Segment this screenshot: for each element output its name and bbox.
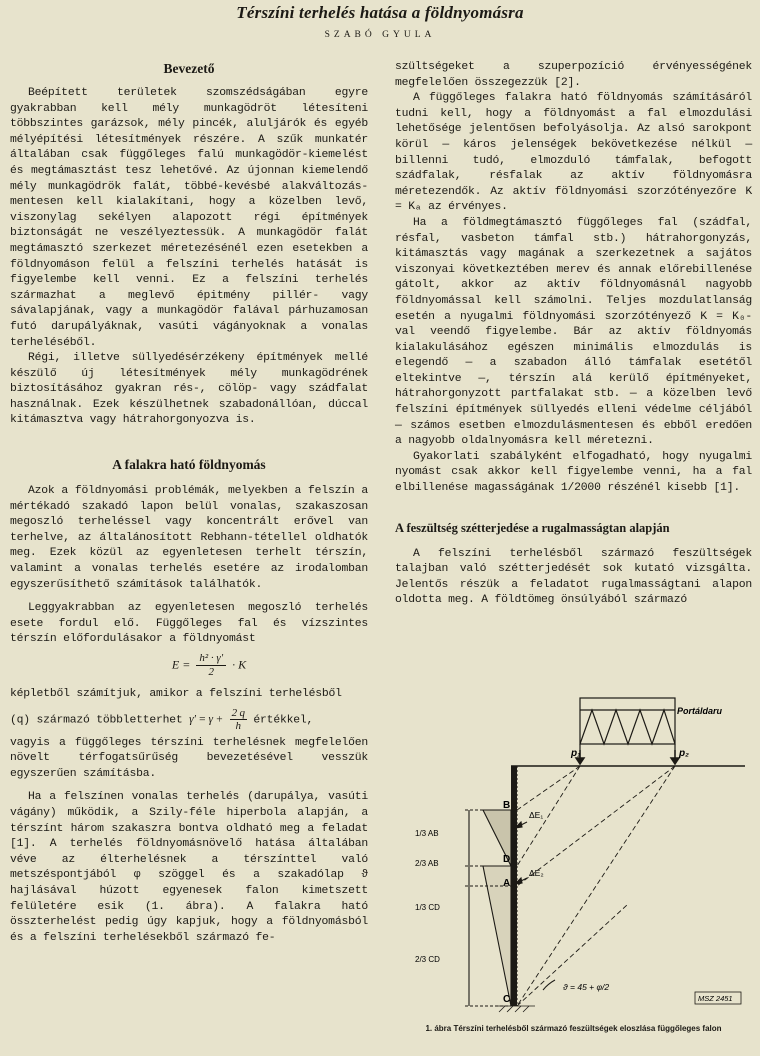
paragraph: képletből számítjuk, amikor a felszíni terhelésből [10, 688, 342, 700]
article-title: Térszíni terhelés hatása a földnyomásra [236, 3, 524, 22]
paragraph: A felszíni terhelésből származó feszültségek talajban való szétterjedését sok kutató vizsgálta. Jelentős részük a feladatot rugalmasságtani alapon oldotta meg. A földtömeg önsúlyából származó [395, 547, 752, 607]
retaining-wall [511, 766, 517, 1006]
label-stamp: MSZ 2451 [698, 994, 733, 1003]
label-dim-1-3-cd: 1/3 CD [415, 903, 440, 912]
formula-lhs: E = [171, 657, 191, 672]
label-crane: Portáldaru [677, 706, 723, 716]
formula-numerator: h² · γ′ [196, 652, 226, 666]
figure-diagram [395, 690, 752, 1020]
paragraph: Ha a földmegtámasztó függőleges fal (szádfal, résfal, vasbeton támfal stb.) hátrahorgonyzás, kitámasztás vagy magának a szerkezetnek a sajátos viszonyai következtében merev és annak előrebillenése gátolt, akkor az aktív földnyomásnál nagyobb földnyomással kell számolni. Teljes mozdulatlanság esetén a nyugalmi földnyomási szorzótényező K = K₀-val veendő figyelembe. Bár az aktív földnyomás kialakulásához egészen minimális elmozdulás is elegendő — a szabadon álló támfalak esetétől eltekintve —, térszín alá kerülő építményeket, hátrahorgonyzott partfalakat stb. — a közelben levő felszíni építmények süllyedés elleni védelme céljából — számos esetben elmozdulásmentesen és ebből eredően a nagyobb oldalnyomásra kell méretezni. [395, 216, 752, 448]
pressure-diagram [465, 810, 511, 1006]
load-arrows [576, 750, 679, 764]
paragraph: vagyis a függőleges térszíni terhelésnek megfelelően növelt térfogatsűrűség bevezetésével vesszük egyszerűen számításba. [10, 736, 368, 780]
paragraph: szültségeket a szuperpozíció érvényességének megfelelően összegezzük [2]. [395, 61, 752, 89]
formula-fraction-q [230, 707, 247, 732]
paragraph: Ha a felszínen vonalas terhelés (darupálya, vasúti vágány) működik, a Szily-féle hiperbola alapján, a térszínt három szakaszra bontva oldható meg a feladat [1]. A terhelés földnyomásnövelő hatása általában véve az élterhelésnek a térszínttel való metszéspontjából φ szöggel és a szakadólap ϑ hajlásával húzott egyenesek falon kimetszett felületére esik (1. ábra). A falakra ható összterhelést pedig úgy kapjuk, hogy a földnyomásból és a felszíni terhelésekből származó fe- [10, 791, 368, 944]
text-fragment: (q) származó többletterhet [10, 714, 183, 727]
paragraph: Azok a földnyomási problémák, melyekben a felszín a mértékadó szakadó lapon belül vonalas, szakaszosan megoszló terheléssel vagy koncentrált erővel van terhelve, az általánosított Rebhann-tétellel oldhatók meg. Ezek közül az egyenletesen terhelt térszín, valamint a vonalas terhelés esetére az irodalomban egyszerűsíthető számítások találhatók. [10, 485, 368, 591]
author-name: SZABÓ GYULA [324, 30, 436, 40]
section-heading-earth-pressure: A falakra ható földnyomás [112, 457, 266, 473]
paragraph: Gyakorlati szabályként elfogadható, hogy nyugalmi nyomást csak akkor kell figyelembe venni, ha a fal elbillenése magasságának 1/2000 részénél kisebb [1]. [395, 450, 752, 495]
influence-lines [517, 766, 675, 1006]
paragraph: Régi, illetve süllyedésérzékeny építmények mellé készülő új létesítmények mély munkagödrének biztosításához gyakran rés-, cölöp- vagy szádfalat használnak. Ezek készülhetnek szabadonállóan, dúccal kitámasztva vagy hátrahorgonyozva is. [10, 352, 368, 427]
label-point-c: C [503, 994, 511, 1005]
base-hatch [495, 1006, 535, 1012]
label-angle: ϑ = 45 + φ/2 [563, 982, 610, 992]
section-heading-stress: A feszültség szétterjedése a rugalmasságtan alapján [395, 520, 670, 535]
paragraph: Leggyakrabban az egyenletesen megoszló terhelés esete fordul elő. Függőleges fal és vízszintes térszín előfordulásakor a földnyomást [10, 602, 368, 646]
phi-line-p2 [517, 766, 675, 886]
formula-denominator: h [235, 719, 241, 732]
formula-denominator: 2 [208, 666, 214, 678]
formula-numerator: 2 q [231, 706, 245, 719]
formula-gamma: γ′ = γ + [189, 713, 223, 726]
label-point-a: A [503, 878, 511, 889]
label-dim-2-3-ab: 2/3 AB [415, 859, 439, 868]
label-point-d: D [503, 854, 511, 865]
angle-arc [543, 980, 555, 990]
load-arrowhead-p2 [671, 758, 679, 764]
section-heading-intro: Bevezető [163, 61, 215, 76]
label-delta-e1: ΔE₁ [529, 810, 544, 820]
formula-earth-pressure [10, 652, 368, 679]
label-p2: p₂ [679, 748, 689, 759]
label-delta-e2: ΔE₂ [529, 868, 544, 878]
paragraph: A függőleges falakra ható földnyomás számításáról tudni kell, hogy a földnyomást a fal elmozdulási lehetősége jelentősen befolyásolja. Az alsó sarokpont körül — káros jelenségek bekövetkezése nélkül — billenni tudó, elmozduló támfalak, befogott szádfalak, résfalak az aktív földnyomásra méretezendők. Az aktív földnyomási szorzótényezőre K = Kₐ az érvényes. [395, 92, 752, 214]
crane-truss [580, 698, 675, 762]
theta-line-p2 [517, 766, 675, 1006]
paragraph: Beépített területek szomszédságában egyre gyakrabban kell mély munkagödröt létesíteni többszintes garázsok, mély pincék, aluljárók és egyéb mélyépítési létesítmények részére. A szűk munkatér általában csak függőleges falú munkagödör-kiemelést és megtámasztást tesz lehetővé. Az újonnan kiemelendő mély munkagödrök falát, többé-kevésbé alakváltozás-mentesen kell kialakítani, hogy a közelben levő, viszonylag sekélyen alapozott régi építmények biztonságát ne veszélyeztessük. A munkagödör falát megtámasztó szerkezet méretezésénél ezen esetekben a földnyomáson felül a felszíni terhelés hatását is figyelembe kell venni. Ez a felszíni terhelés származhat a meglevő épitmény pillér- vagy sávalapjának, vagy a munkagödör falával párhuzamosan futó darupályáknak, vasúti vágányoknak a vonalas terheléséből. [10, 87, 368, 349]
figure-caption: 1. ábra Térszíni terhelésből származó feszültségek eloszlása függőleges falon [425, 1024, 722, 1033]
figure-1 [395, 690, 752, 1020]
formula-rhs: · K [232, 657, 247, 672]
right-column [395, 60, 752, 609]
left-column [10, 60, 368, 946]
label-dim-1-3-ab: 1/3 AB [415, 829, 439, 838]
theta-line-p1 [517, 766, 580, 866]
formula-fraction [196, 652, 226, 679]
label-point-b: B [503, 800, 511, 811]
label-p1: p₁ [571, 748, 581, 759]
paragraph-formula-line [10, 707, 368, 732]
text-fragment: értékkel, [253, 714, 314, 727]
label-dim-2-3-cd: 2/3 CD [415, 955, 440, 964]
crane-lattice [580, 710, 675, 744]
phi-line-p1 [517, 766, 580, 810]
